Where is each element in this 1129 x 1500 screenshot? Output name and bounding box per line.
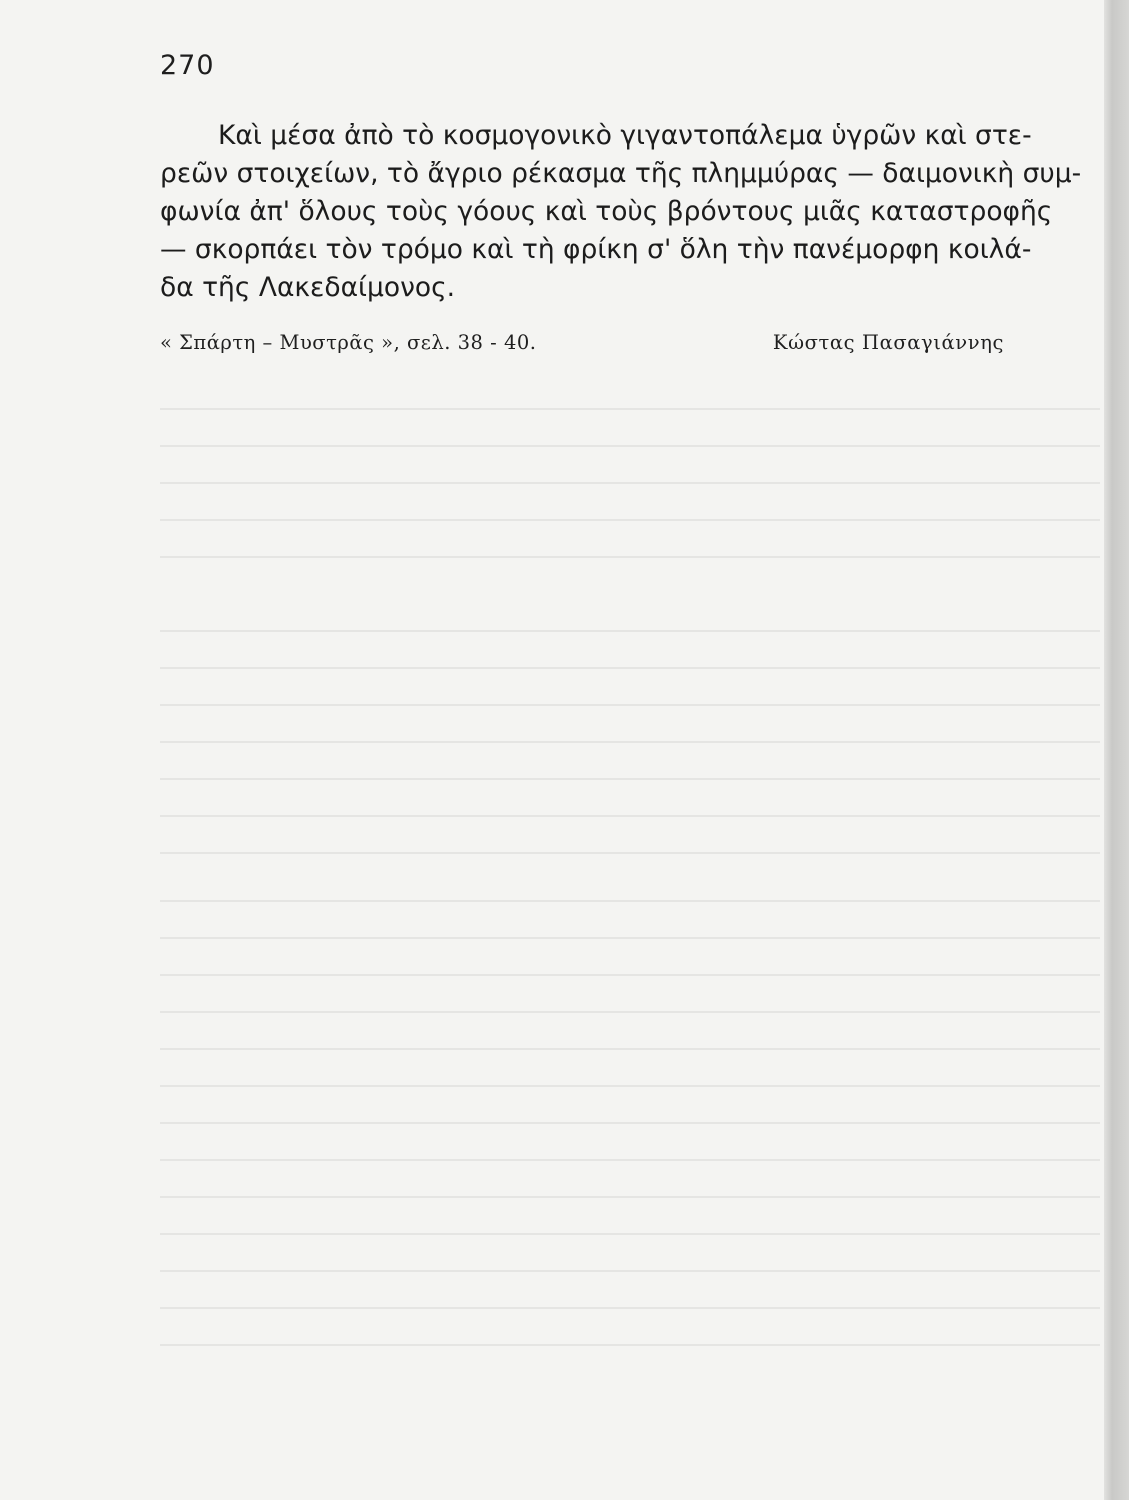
source-author: Κώστας Πασαγιάννης (772, 331, 1004, 354)
bleed-through-line (160, 1196, 1100, 1198)
bleed-through-line (160, 852, 1100, 854)
bleed-through-line (160, 815, 1100, 817)
bleed-through-line (160, 974, 1100, 976)
source-title: « Σπάρτη – Μυστρᾶς », σελ. 38 - 40. (160, 331, 537, 354)
bleed-through-line (160, 445, 1100, 447)
passage-line: δα τῆς Λακεδαίμονος. (160, 272, 456, 303)
bleed-through-line (160, 1344, 1100, 1346)
passage-line: Καὶ μέσα ἀπὸ τὸ κοσμογονικὸ γιγαντοπάλεμα ὑγρῶν καὶ στε- (218, 120, 1032, 151)
page-number: 270 (160, 50, 215, 81)
bleed-through-line (160, 1233, 1100, 1235)
bleed-through-line (160, 1307, 1100, 1309)
bleed-through-line (160, 900, 1100, 902)
bleed-through-line (160, 556, 1100, 558)
bleed-through-line (160, 704, 1100, 706)
bleed-through-line (160, 1159, 1100, 1161)
bleed-through-line (160, 1085, 1100, 1087)
bleed-through-line (160, 937, 1100, 939)
bleed-through-line (160, 1011, 1100, 1013)
bleed-through-line (160, 667, 1100, 669)
bleed-through-line (160, 1122, 1100, 1124)
bleed-through-line (160, 1270, 1100, 1272)
bleed-through-line (160, 408, 1100, 410)
bleed-through-line (160, 741, 1100, 743)
bleed-through-line (160, 482, 1100, 484)
source-citation (160, 328, 1002, 358)
bleed-through-line (160, 519, 1100, 521)
passage-line: φωνία ἀπ' ὅλους τοὺς γόους καὶ τοὺς βρόντους μιᾶς καταστροφῆς (160, 196, 1053, 227)
quoted-passage (160, 117, 1082, 307)
page-edge (1104, 0, 1129, 1500)
bleed-through-line (160, 630, 1100, 632)
passage-line: — σκορπάει τὸν τρόμο καὶ τὴ φρίκη σ' ὅλη τὴν πανέμορφη κοιλά- (160, 234, 1032, 265)
passage-line: ρεῶν στοιχείων, τὸ ἄγριο ρέκασμα τῆς πλημμύρας — δαιμονικὴ συμ- (160, 158, 1082, 189)
bleed-through-line (160, 778, 1100, 780)
bleed-through-line (160, 1048, 1100, 1050)
